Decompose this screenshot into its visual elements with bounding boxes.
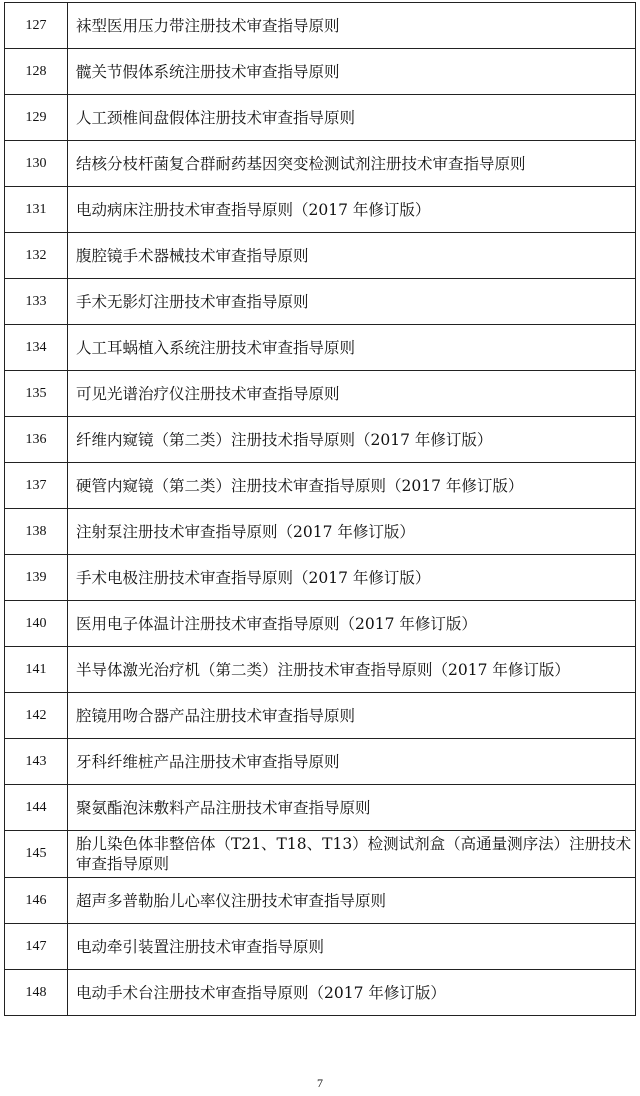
guideline-title: 结核分枝杆菌复合群耐药基因突变检测试剂注册技术审查指导原则: [68, 141, 636, 187]
row-number: 148: [5, 970, 68, 1016]
table-row: [5, 831, 636, 878]
guideline-title: 超声多普勒胎儿心率仪注册技术审查指导原则: [68, 878, 636, 924]
guideline-title: 聚氨酯泡沫敷料产品注册技术审查指导原则: [68, 785, 636, 831]
row-number: 143: [5, 739, 68, 785]
table-row: [5, 601, 636, 647]
guideline-title: 髋关节假体系统注册技术审查指导原则: [68, 49, 636, 95]
table-row: [5, 279, 636, 325]
guideline-title: 硬管内窥镜（第二类）注册技术审查指导原则（2017 年修订版）: [68, 463, 636, 509]
guideline-table-body: [5, 3, 636, 1016]
guideline-title: 手术无影灯注册技术审查指导原则: [68, 279, 636, 325]
row-number: 132: [5, 233, 68, 279]
guideline-title: 人工颈椎间盘假体注册技术审查指导原则: [68, 95, 636, 141]
table-row: [5, 924, 636, 970]
table-row: [5, 325, 636, 371]
table-row: [5, 371, 636, 417]
row-number: 139: [5, 555, 68, 601]
row-number: 144: [5, 785, 68, 831]
table-row: [5, 785, 636, 831]
guideline-title: 腔镜用吻合器产品注册技术审查指导原则: [68, 693, 636, 739]
row-number: 135: [5, 371, 68, 417]
table-row: [5, 463, 636, 509]
row-number: 138: [5, 509, 68, 555]
row-number: 130: [5, 141, 68, 187]
page-number: 7: [317, 1076, 323, 1090]
guideline-title: 电动病床注册技术审查指导原则（2017 年修订版）: [68, 187, 636, 233]
row-number: 142: [5, 693, 68, 739]
row-number: 141: [5, 647, 68, 693]
guideline-title: 可见光谱治疗仪注册技术审查指导原则: [68, 371, 636, 417]
table-row: [5, 187, 636, 233]
guideline-title: 电动手术台注册技术审查指导原则（2017 年修订版）: [68, 970, 636, 1016]
row-number: 136: [5, 417, 68, 463]
row-number: 129: [5, 95, 68, 141]
row-number: 133: [5, 279, 68, 325]
table-row: [5, 49, 636, 95]
table-row: [5, 417, 636, 463]
guideline-title: 半导体激光治疗机（第二类）注册技术审查指导原则（2017 年修订版）: [68, 647, 636, 693]
guideline-title: 胎儿染色体非整倍体（T21、T18、T13）检测试剂盒（高通量测序法）注册技术审查指导原则: [68, 831, 636, 878]
table-row: [5, 3, 636, 49]
guideline-title: 手术电极注册技术审查指导原则（2017 年修订版）: [68, 555, 636, 601]
table-row: [5, 509, 636, 555]
table-row: [5, 555, 636, 601]
guideline-title: 注射泵注册技术审查指导原则（2017 年修订版）: [68, 509, 636, 555]
guideline-table: [4, 2, 636, 1016]
guideline-title: 医用电子体温计注册技术审查指导原则（2017 年修订版）: [68, 601, 636, 647]
guideline-title: 纤维内窥镜（第二类）注册技术指导原则（2017 年修订版）: [68, 417, 636, 463]
table-row: [5, 233, 636, 279]
row-number: 145: [5, 831, 68, 878]
table-row: [5, 693, 636, 739]
table-row: [5, 739, 636, 785]
guideline-title: 腹腔镜手术器械技术审查指导原则: [68, 233, 636, 279]
row-number: 147: [5, 924, 68, 970]
table-row: [5, 141, 636, 187]
guideline-title: 电动牵引装置注册技术审查指导原则: [68, 924, 636, 970]
row-number: 134: [5, 325, 68, 371]
row-number: 127: [5, 3, 68, 49]
guideline-title: 牙科纤维桩产品注册技术审查指导原则: [68, 739, 636, 785]
table-row: [5, 647, 636, 693]
row-number: 137: [5, 463, 68, 509]
row-number: 140: [5, 601, 68, 647]
guideline-title: 袜型医用压力带注册技术审查指导原则: [68, 3, 636, 49]
row-number: 131: [5, 187, 68, 233]
row-number: 128: [5, 49, 68, 95]
table-row: [5, 95, 636, 141]
guideline-title: 人工耳蜗植入系统注册技术审查指导原则: [68, 325, 636, 371]
table-row: [5, 878, 636, 924]
row-number: 146: [5, 878, 68, 924]
table-row: [5, 970, 636, 1016]
